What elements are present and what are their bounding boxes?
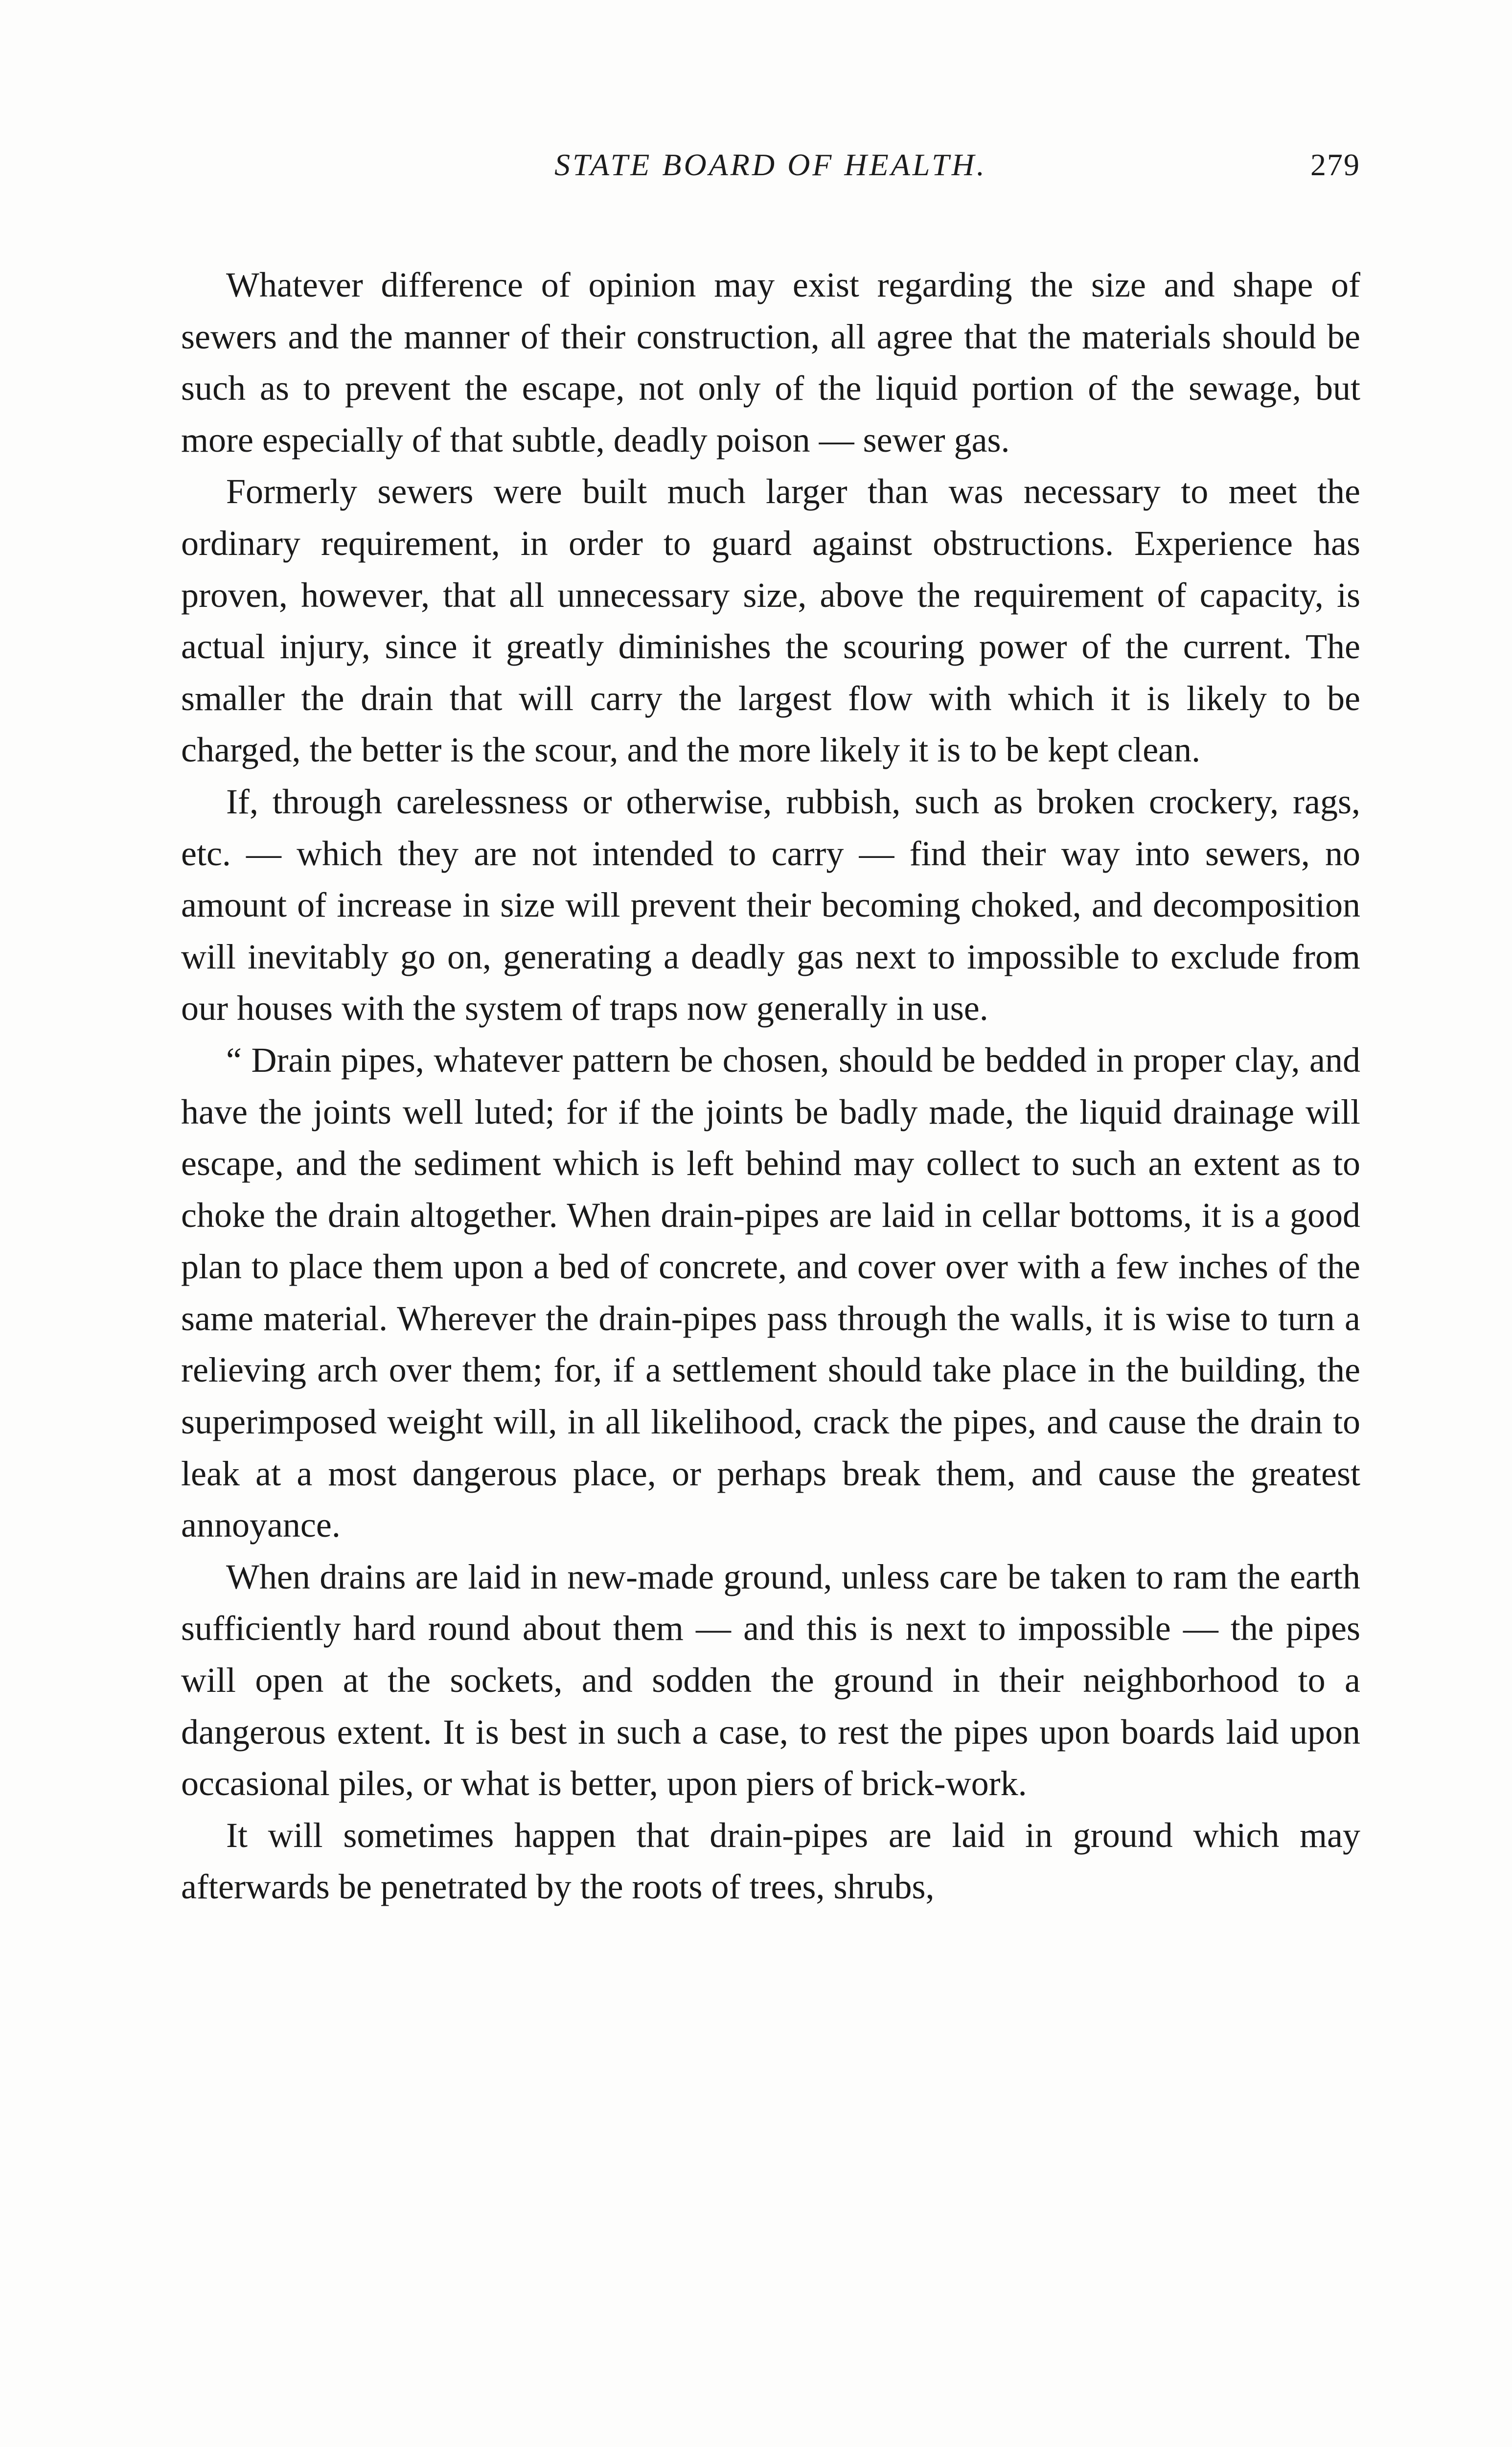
paragraph: If, through carelessness or otherwise, rubbish, such as broken crockery, rags, etc. — which they are not intended to carry — find their way into sewers, no amount of increase in size will prevent their becoming choked, and decomposition will inevitably go on, generating a deadly gas next to impossible to exclude from our houses with the system of traps now generally in use. [181, 782, 1360, 1028]
paragraph: Formerly sewers were built much larger than was necessary to meet the ordinary requirement, in order to guard against obstructions. Experience has proven, however, that all unnecessary size, above the requirement of capacity, is actual injury, since it greatly diminishes the scouring power of the current. The smaller the drain that will carry the largest flow with which it is likely to be charged, the better is the scour, and the more likely it is to be kept clean. [181, 472, 1360, 770]
page-header [181, 147, 1360, 206]
paragraph: When drains are laid in new-made ground, unless care be taken to ram the earth sufficiently hard round about them — and this is next to impossible — the pipes will open at the sockets, and sodden the ground in their neighborhood to a dangerous extent. It is best in such a case, to rest the pipes upon boards laid upon occasional piles, or what is better, upon piers of brick-work. [181, 1557, 1360, 1803]
paragraph: Whatever difference of opinion may exist regarding the size and shape of sewers and the manner of their construction, all agree that the materials should be such as to prevent the escape, not only of the liquid portion of the sewage, but more especially of that subtle, deadly poison — sewer gas. [181, 265, 1360, 460]
paragraph: It will sometimes happen that drain-pipes are laid in ground which may afterwards be penetrated by the roots of trees, shrubs, [181, 1815, 1360, 1907]
paragraph: “ Drain pipes, whatever pattern be chosen, should be bedded in proper clay, and have the joints well luted; for if the joints be badly made, the liquid drainage will escape, and the sediment which is left behind may collect to such an extent as to choke the drain altogether. When drain-pipes are laid in cellar bottoms, it is a good plan to place them upon a bed of concrete, and cover over with a few inches of the same material. Wherever the drain-pipes pass through the walls, it is wise to turn a relieving arch over them; for, if a settlement should take place in the building, the superimposed weight will, in all likelihood, crack the pipes, and cause the drain to leak at a most dangerous place, or perhaps break them, and cause the greatest annoyance. [181, 1040, 1360, 1545]
body-text [181, 259, 1360, 1913]
page-number: 279 [1310, 147, 1360, 182]
running-title: STATE BOARD OF HEALTH. [554, 147, 987, 182]
